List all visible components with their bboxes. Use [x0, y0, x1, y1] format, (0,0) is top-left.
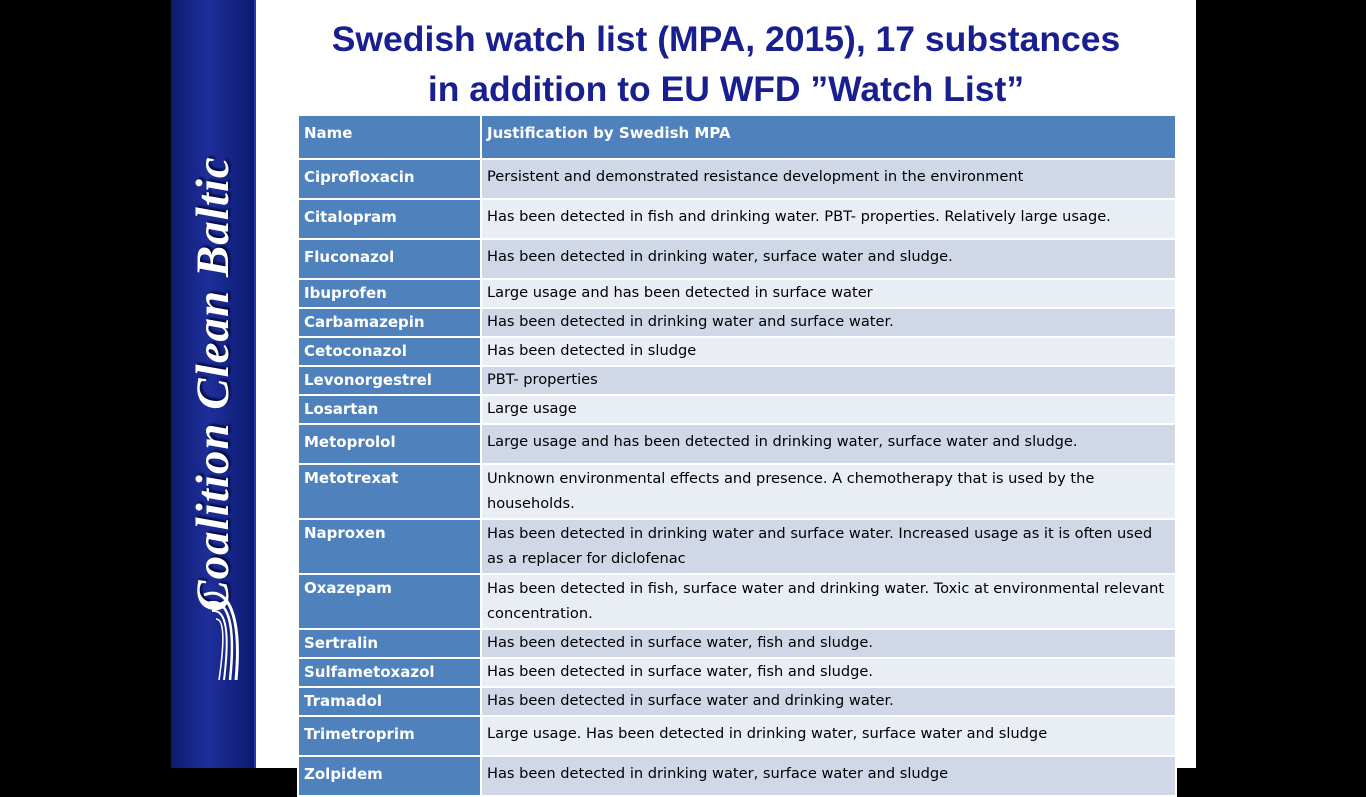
- table-row: [298, 519, 1176, 574]
- table-row: [298, 159, 1176, 199]
- substance-name: Trimetroprim: [298, 716, 481, 756]
- substance-name: Ibuprofen: [298, 279, 481, 308]
- substance-name: Ciprofloxacin: [298, 159, 481, 199]
- table-row: [298, 687, 1176, 716]
- table-row: [298, 756, 1176, 796]
- table-row: [298, 337, 1176, 366]
- justification: Has been detected in surface water, fish and sludge.: [481, 658, 1176, 687]
- table-row: [298, 629, 1176, 658]
- substance-name: Fluconazol: [298, 239, 481, 279]
- substance-name: Sulfametoxazol: [298, 658, 481, 687]
- substance-name: Metotrexat: [298, 464, 481, 519]
- justification: Has been detected in drinking water, surface water and sludge: [481, 756, 1176, 796]
- justification: Has been detected in surface water and drinking water.: [481, 687, 1176, 716]
- justification: Large usage and has been detected in surface water: [481, 279, 1176, 308]
- justification: Has been detected in surface water, fish and sludge.: [481, 629, 1176, 658]
- substance-name: Cetoconazol: [298, 337, 481, 366]
- justification: Has been detected in drinking water and surface water. Increased usage as it is often used as a replacer for diclofenac: [481, 519, 1176, 574]
- justification: PBT- properties: [481, 366, 1176, 395]
- title-line-2: in addition to EU WFD ”Watch List”: [427, 69, 1025, 109]
- justification: Has been detected in sludge: [481, 337, 1176, 366]
- table-header-row: [298, 115, 1176, 159]
- justification: Has been detected in drinking water, surface water and sludge.: [481, 239, 1176, 279]
- table-row: [298, 658, 1176, 687]
- justification: Persistent and demonstrated resistance development in the environment: [481, 159, 1176, 199]
- substance-name: Zolpidem: [298, 756, 481, 796]
- justification: Has been detected in drinking water and surface water.: [481, 308, 1176, 337]
- justification: Has been detected in fish, surface water and drinking water. Toxic at environmental relevant concentration.: [481, 574, 1176, 629]
- table-row: [298, 366, 1176, 395]
- justification: Large usage. Has been detected in drinking water, surface water and sludge: [481, 716, 1176, 756]
- substance-name: Tramadol: [298, 687, 481, 716]
- substance-name: Levonorgestrel: [298, 366, 481, 395]
- watch-list-table: [297, 114, 1177, 797]
- substance-name: Carbamazepin: [298, 308, 481, 337]
- substance-name: Metoprolol: [298, 424, 481, 464]
- substance-name: Naproxen: [298, 519, 481, 574]
- table-row: [298, 716, 1176, 756]
- justification: Has been detected in fish and drinking water. PBT- properties. Relatively large usage.: [481, 199, 1176, 239]
- table-row: [298, 199, 1176, 239]
- header-justification: Justification by Swedish MPA: [481, 115, 1176, 159]
- table-row: [298, 395, 1176, 424]
- substance-name: Sertralin: [298, 629, 481, 658]
- table-row: [298, 574, 1176, 629]
- header-name: Name: [298, 115, 481, 159]
- table-row: [298, 464, 1176, 519]
- table-row: [298, 308, 1176, 337]
- table-row: [298, 279, 1176, 308]
- substance-name: Losartan: [298, 395, 481, 424]
- title-line-1: Swedish watch list (MPA, 2015), 17 substances: [331, 19, 1121, 59]
- justification: Large usage and has been detected in drinking water, surface water and sludge.: [481, 424, 1176, 464]
- brand-name: Coalition Clean Baltic: [186, 156, 239, 612]
- justification: Large usage: [481, 395, 1176, 424]
- table-row: [298, 424, 1176, 464]
- justification: Unknown environmental effects and presence. A chemotherapy that is used by the households.: [481, 464, 1176, 519]
- table-row: [298, 239, 1176, 279]
- substance-name: Citalopram: [298, 199, 481, 239]
- substance-name: Oxazepam: [298, 574, 481, 629]
- wave-logo-icon: [198, 575, 244, 685]
- slide-title: [256, 14, 1196, 114]
